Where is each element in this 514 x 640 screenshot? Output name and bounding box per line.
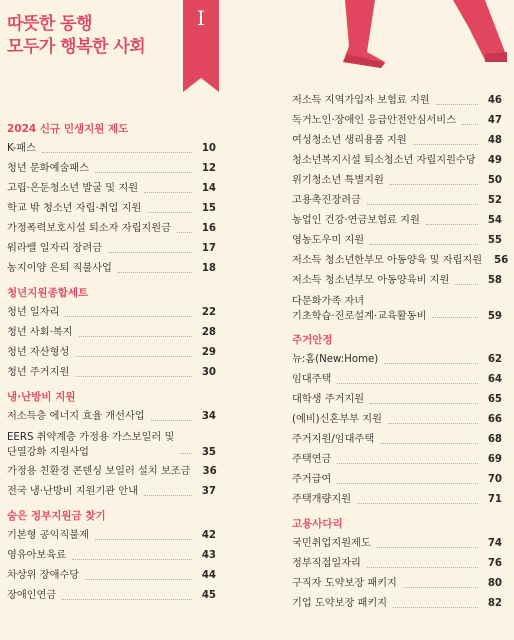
toc-entry[interactable] bbox=[292, 191, 502, 211]
toc-entry[interactable] bbox=[7, 363, 216, 383]
toc-entry[interactable] bbox=[292, 490, 502, 510]
toc-page-number: 68 bbox=[487, 434, 502, 445]
toc-page-number: 42 bbox=[201, 530, 216, 541]
toc-entry[interactable] bbox=[292, 450, 502, 470]
toc-entry-title: 농업인 건강·연금보험료 지원 bbox=[292, 215, 420, 226]
toc-left-column bbox=[7, 119, 216, 606]
toc-page-number: 16 bbox=[201, 223, 216, 234]
toc-entry[interactable] bbox=[292, 211, 502, 231]
dot-leader bbox=[462, 124, 478, 125]
toc-entry-title: 다문화가족 자녀 기초학습·진로설계·교육활동비 bbox=[292, 296, 427, 322]
toc-page-number: 12 bbox=[201, 163, 216, 174]
toc-entry-title: 저소득층 에너지 효율 개선사업 bbox=[7, 411, 145, 422]
toc-entry[interactable] bbox=[7, 586, 216, 606]
toc-page-number: 76 bbox=[487, 558, 502, 569]
toc-right-column bbox=[292, 91, 509, 614]
toc-entry-title: 차상위 장애수당 bbox=[7, 570, 80, 581]
toc-page-number: 36 bbox=[202, 466, 217, 477]
toc-entry-title: 영유아보육료 bbox=[7, 550, 67, 561]
toc-entry[interactable] bbox=[7, 427, 216, 462]
toc-page-number: 58 bbox=[487, 275, 502, 286]
toc-entry-title: 기업 도약보장 패키지 bbox=[292, 598, 388, 609]
dot-leader bbox=[75, 356, 192, 357]
dot-leader bbox=[144, 495, 192, 496]
toc-entry[interactable] bbox=[7, 343, 216, 363]
toc-entry-title: 구직자 도약보장 패키지 bbox=[292, 578, 397, 589]
toc-entry-title: 대학생 주거지원 bbox=[292, 394, 365, 405]
toc-entry-title: 저소득 지역가입자 보험료 지원 bbox=[292, 95, 430, 106]
toc-entry-title: 청소년복지시설 퇴소청소년 자립지원수당 bbox=[292, 155, 476, 166]
toc-entry[interactable] bbox=[292, 131, 502, 151]
toc-page-number: 55 bbox=[487, 235, 502, 246]
toc-page-number: 49 bbox=[487, 155, 502, 166]
toc-page-number: 82 bbox=[487, 598, 502, 609]
toc-entry-title: 임대주택 bbox=[292, 374, 332, 385]
dot-leader bbox=[85, 579, 192, 580]
dot-leader bbox=[180, 453, 192, 454]
toc-entry[interactable] bbox=[7, 179, 216, 199]
toc-page-number: 37 bbox=[201, 486, 216, 497]
toc-entry-title: 농지이양 은퇴 직불사업 bbox=[7, 263, 112, 274]
toc-page-number: 17 bbox=[201, 243, 216, 254]
toc-entry[interactable] bbox=[7, 323, 216, 343]
toc-entry-title: 기본형 공익직불제 bbox=[7, 530, 89, 541]
toc-page-number: 15 bbox=[201, 203, 216, 214]
toc-section-heading: 2024 신규 민생지원 제도 bbox=[7, 123, 129, 135]
toc-entry-title: 저소득 청소년한부모 아동양육 및 자립지원 bbox=[292, 255, 483, 266]
toc-entry[interactable] bbox=[7, 546, 216, 566]
toc-entry[interactable] bbox=[292, 91, 502, 111]
dot-leader bbox=[384, 363, 478, 364]
toc-page-number: 71 bbox=[487, 494, 502, 505]
dot-leader bbox=[455, 284, 478, 285]
dot-leader bbox=[388, 423, 478, 424]
chapter-number: I bbox=[197, 6, 205, 30]
toc-entry-title: 주거지원/임대주택 bbox=[292, 434, 375, 445]
toc-page-number: 80 bbox=[487, 578, 502, 589]
page-title bbox=[7, 13, 145, 59]
toc-entry[interactable] bbox=[7, 259, 216, 279]
dot-leader bbox=[72, 559, 192, 560]
toc-page-number: 29 bbox=[201, 347, 216, 358]
toc-entry-title: 독거노인·장애인 응급안전안심서비스 bbox=[292, 115, 456, 126]
toc-entry-title: 전국 냉·난방비 지원기관 안내 bbox=[7, 486, 139, 497]
toc-entry[interactable] bbox=[292, 251, 509, 271]
dot-leader bbox=[151, 420, 192, 421]
title-line-2: 모두가 행복한 사회 bbox=[7, 37, 146, 57]
title-line-1: 따뜻한 동행 bbox=[7, 14, 93, 34]
dot-leader bbox=[367, 567, 478, 568]
toc-page-number: 10 bbox=[201, 143, 216, 154]
toc-entry[interactable] bbox=[292, 171, 502, 191]
toc-page-number: 43 bbox=[201, 550, 216, 561]
toc-page-number: 54 bbox=[487, 215, 502, 226]
dot-leader bbox=[393, 607, 478, 608]
toc-entry-title: 청년 자산형성 bbox=[7, 347, 70, 358]
toc-page-number: 35 bbox=[201, 447, 216, 458]
toc-entry-title: 뉴:홈(New:Home) bbox=[292, 354, 379, 365]
toc-entry-title: 가정폭력보호시설 퇴소자 자립지원금 bbox=[7, 223, 171, 234]
toc-entry[interactable] bbox=[292, 594, 502, 614]
toc-entry-title: 고립·은둔청소년 발굴 및 지원 bbox=[7, 183, 139, 194]
toc-page-number: 74 bbox=[487, 538, 502, 549]
toc-page-number: 70 bbox=[487, 474, 502, 485]
toc-entry[interactable] bbox=[7, 407, 216, 427]
toc-entry-title: K-패스 bbox=[7, 143, 36, 154]
dot-leader bbox=[370, 403, 478, 404]
dot-leader bbox=[436, 104, 478, 105]
toc-section-heading: 주거안정 bbox=[292, 334, 333, 346]
dot-leader bbox=[42, 152, 192, 153]
toc-entry-title: 청년 문화예술패스 bbox=[7, 163, 89, 174]
toc-entry[interactable] bbox=[7, 159, 216, 179]
dot-leader bbox=[65, 316, 192, 317]
toc-entry[interactable] bbox=[7, 199, 216, 219]
toc-page-number: 14 bbox=[201, 183, 216, 194]
toc-page-number: 44 bbox=[201, 570, 216, 581]
toc-page-number: 52 bbox=[487, 195, 502, 206]
toc-entry[interactable] bbox=[7, 139, 216, 159]
toc-entry[interactable] bbox=[7, 566, 216, 586]
dot-leader bbox=[377, 547, 478, 548]
dot-leader bbox=[108, 252, 192, 253]
toc-page-number: 50 bbox=[487, 175, 502, 186]
dot-leader bbox=[177, 232, 192, 233]
toc-page-number: 65 bbox=[487, 394, 502, 405]
dot-leader bbox=[357, 503, 478, 504]
toc-entry[interactable] bbox=[292, 271, 502, 291]
dot-leader bbox=[367, 204, 478, 205]
dot-leader bbox=[95, 172, 192, 173]
toc-entry-title: 주택연금 bbox=[292, 454, 332, 465]
toc-page-number: 22 bbox=[201, 307, 216, 318]
toc-page-number: 34 bbox=[201, 411, 216, 422]
dot-leader bbox=[380, 443, 478, 444]
toc-entry[interactable] bbox=[292, 430, 502, 450]
toc-page-number: 47 bbox=[487, 115, 502, 126]
toc-entry[interactable] bbox=[292, 111, 502, 131]
dot-leader bbox=[337, 483, 478, 484]
toc-page-number: 59 bbox=[487, 311, 502, 322]
toc-entry[interactable] bbox=[7, 303, 216, 323]
toc-page-number: 48 bbox=[487, 135, 502, 146]
toc-entry[interactable] bbox=[292, 554, 502, 574]
toc-entry-title: 정부직접일자리 bbox=[292, 558, 361, 569]
toc-entry[interactable] bbox=[7, 482, 216, 502]
dot-leader bbox=[144, 192, 192, 193]
dot-leader bbox=[147, 212, 192, 213]
toc-entry-title: 장애인연금 bbox=[7, 590, 57, 601]
toc-page-number: 30 bbox=[201, 367, 216, 378]
dot-leader bbox=[390, 184, 478, 185]
dot-leader bbox=[432, 317, 478, 318]
toc-page-number: 28 bbox=[201, 327, 216, 338]
toc-section-heading: 냉·난방비 지원 bbox=[7, 391, 76, 403]
dot-leader bbox=[370, 244, 478, 245]
toc-section-heading: 숨은 정부지원금 찾기 bbox=[7, 510, 106, 522]
toc-entry[interactable] bbox=[292, 350, 502, 370]
toc-section-heading: 고용사다리 bbox=[292, 518, 343, 530]
toc-page-number: 62 bbox=[487, 354, 502, 365]
dot-leader bbox=[95, 539, 192, 540]
toc-entry-title: 학교 밖 청소년 자립·취업 지원 bbox=[7, 203, 142, 214]
toc-entry-title: 고용촉진장려금 bbox=[292, 195, 361, 206]
toc-entry-title: EERS 취약계층 가정용 가스보일러 및 단열강화 지원사업 bbox=[7, 432, 175, 458]
toc-page-number: 66 bbox=[487, 414, 502, 425]
toc-entry[interactable] bbox=[292, 390, 502, 410]
dot-leader bbox=[79, 336, 192, 337]
toc-entry-title: (예비)신혼부부 지원 bbox=[292, 414, 382, 425]
dot-leader bbox=[413, 144, 478, 145]
dot-leader bbox=[403, 587, 478, 588]
toc-entry[interactable] bbox=[292, 231, 502, 251]
toc-entry-title: 여성청소년 생리용품 지원 bbox=[292, 135, 407, 146]
toc-entry-title: 청년 일자리 bbox=[7, 307, 60, 318]
dot-leader bbox=[337, 383, 478, 384]
toc-entry-title: 청년 사회·복지 bbox=[7, 327, 73, 338]
toc-page-number: 64 bbox=[487, 374, 502, 385]
toc-entry-title: 가정용 친환경 콘덴싱 보일러 설치 보조금 bbox=[7, 466, 191, 477]
toc-entry-title: 국민취업지원제도 bbox=[292, 538, 371, 549]
toc-entry-title: 주택개량지원 bbox=[292, 494, 352, 505]
toc-page-number: 46 bbox=[487, 95, 502, 106]
toc-page-number: 45 bbox=[201, 590, 216, 601]
toc-entry[interactable] bbox=[292, 574, 502, 594]
toc-entry-title: 주거급여 bbox=[292, 474, 332, 485]
toc-entry-title: 워라밸 일자리 장려금 bbox=[7, 243, 103, 254]
toc-entry[interactable] bbox=[292, 370, 502, 390]
toc-entry[interactable] bbox=[7, 462, 216, 482]
toc-page-number: 69 bbox=[487, 454, 502, 465]
dot-leader bbox=[426, 224, 478, 225]
dot-leader bbox=[118, 272, 192, 273]
toc-page-number: 18 bbox=[201, 263, 216, 274]
toc-entry-title: 위기청소년 특별지원 bbox=[292, 175, 384, 186]
toc-entry[interactable] bbox=[7, 526, 216, 546]
dot-leader bbox=[75, 376, 192, 377]
toc-entry[interactable] bbox=[292, 470, 502, 490]
dot-leader bbox=[337, 463, 478, 464]
toc-entry-title: 저소득 청소년부모 아동양육비 지원 bbox=[292, 275, 450, 286]
legs-illustration bbox=[335, 0, 510, 70]
toc-section-heading: 청년지원종합세트 bbox=[7, 287, 89, 299]
toc-page-number: 56 bbox=[494, 255, 509, 266]
toc-entry[interactable] bbox=[292, 534, 502, 554]
toc-entry-title: 영농도우미 지원 bbox=[292, 235, 365, 246]
toc-entry[interactable] bbox=[7, 239, 216, 259]
toc-entry[interactable] bbox=[292, 151, 502, 171]
toc-entry[interactable] bbox=[292, 291, 502, 326]
toc-entry[interactable] bbox=[7, 219, 216, 239]
toc-entry[interactable] bbox=[292, 410, 502, 430]
toc-entry-title: 청년 주거지원 bbox=[7, 367, 70, 378]
dot-leader bbox=[62, 599, 192, 600]
